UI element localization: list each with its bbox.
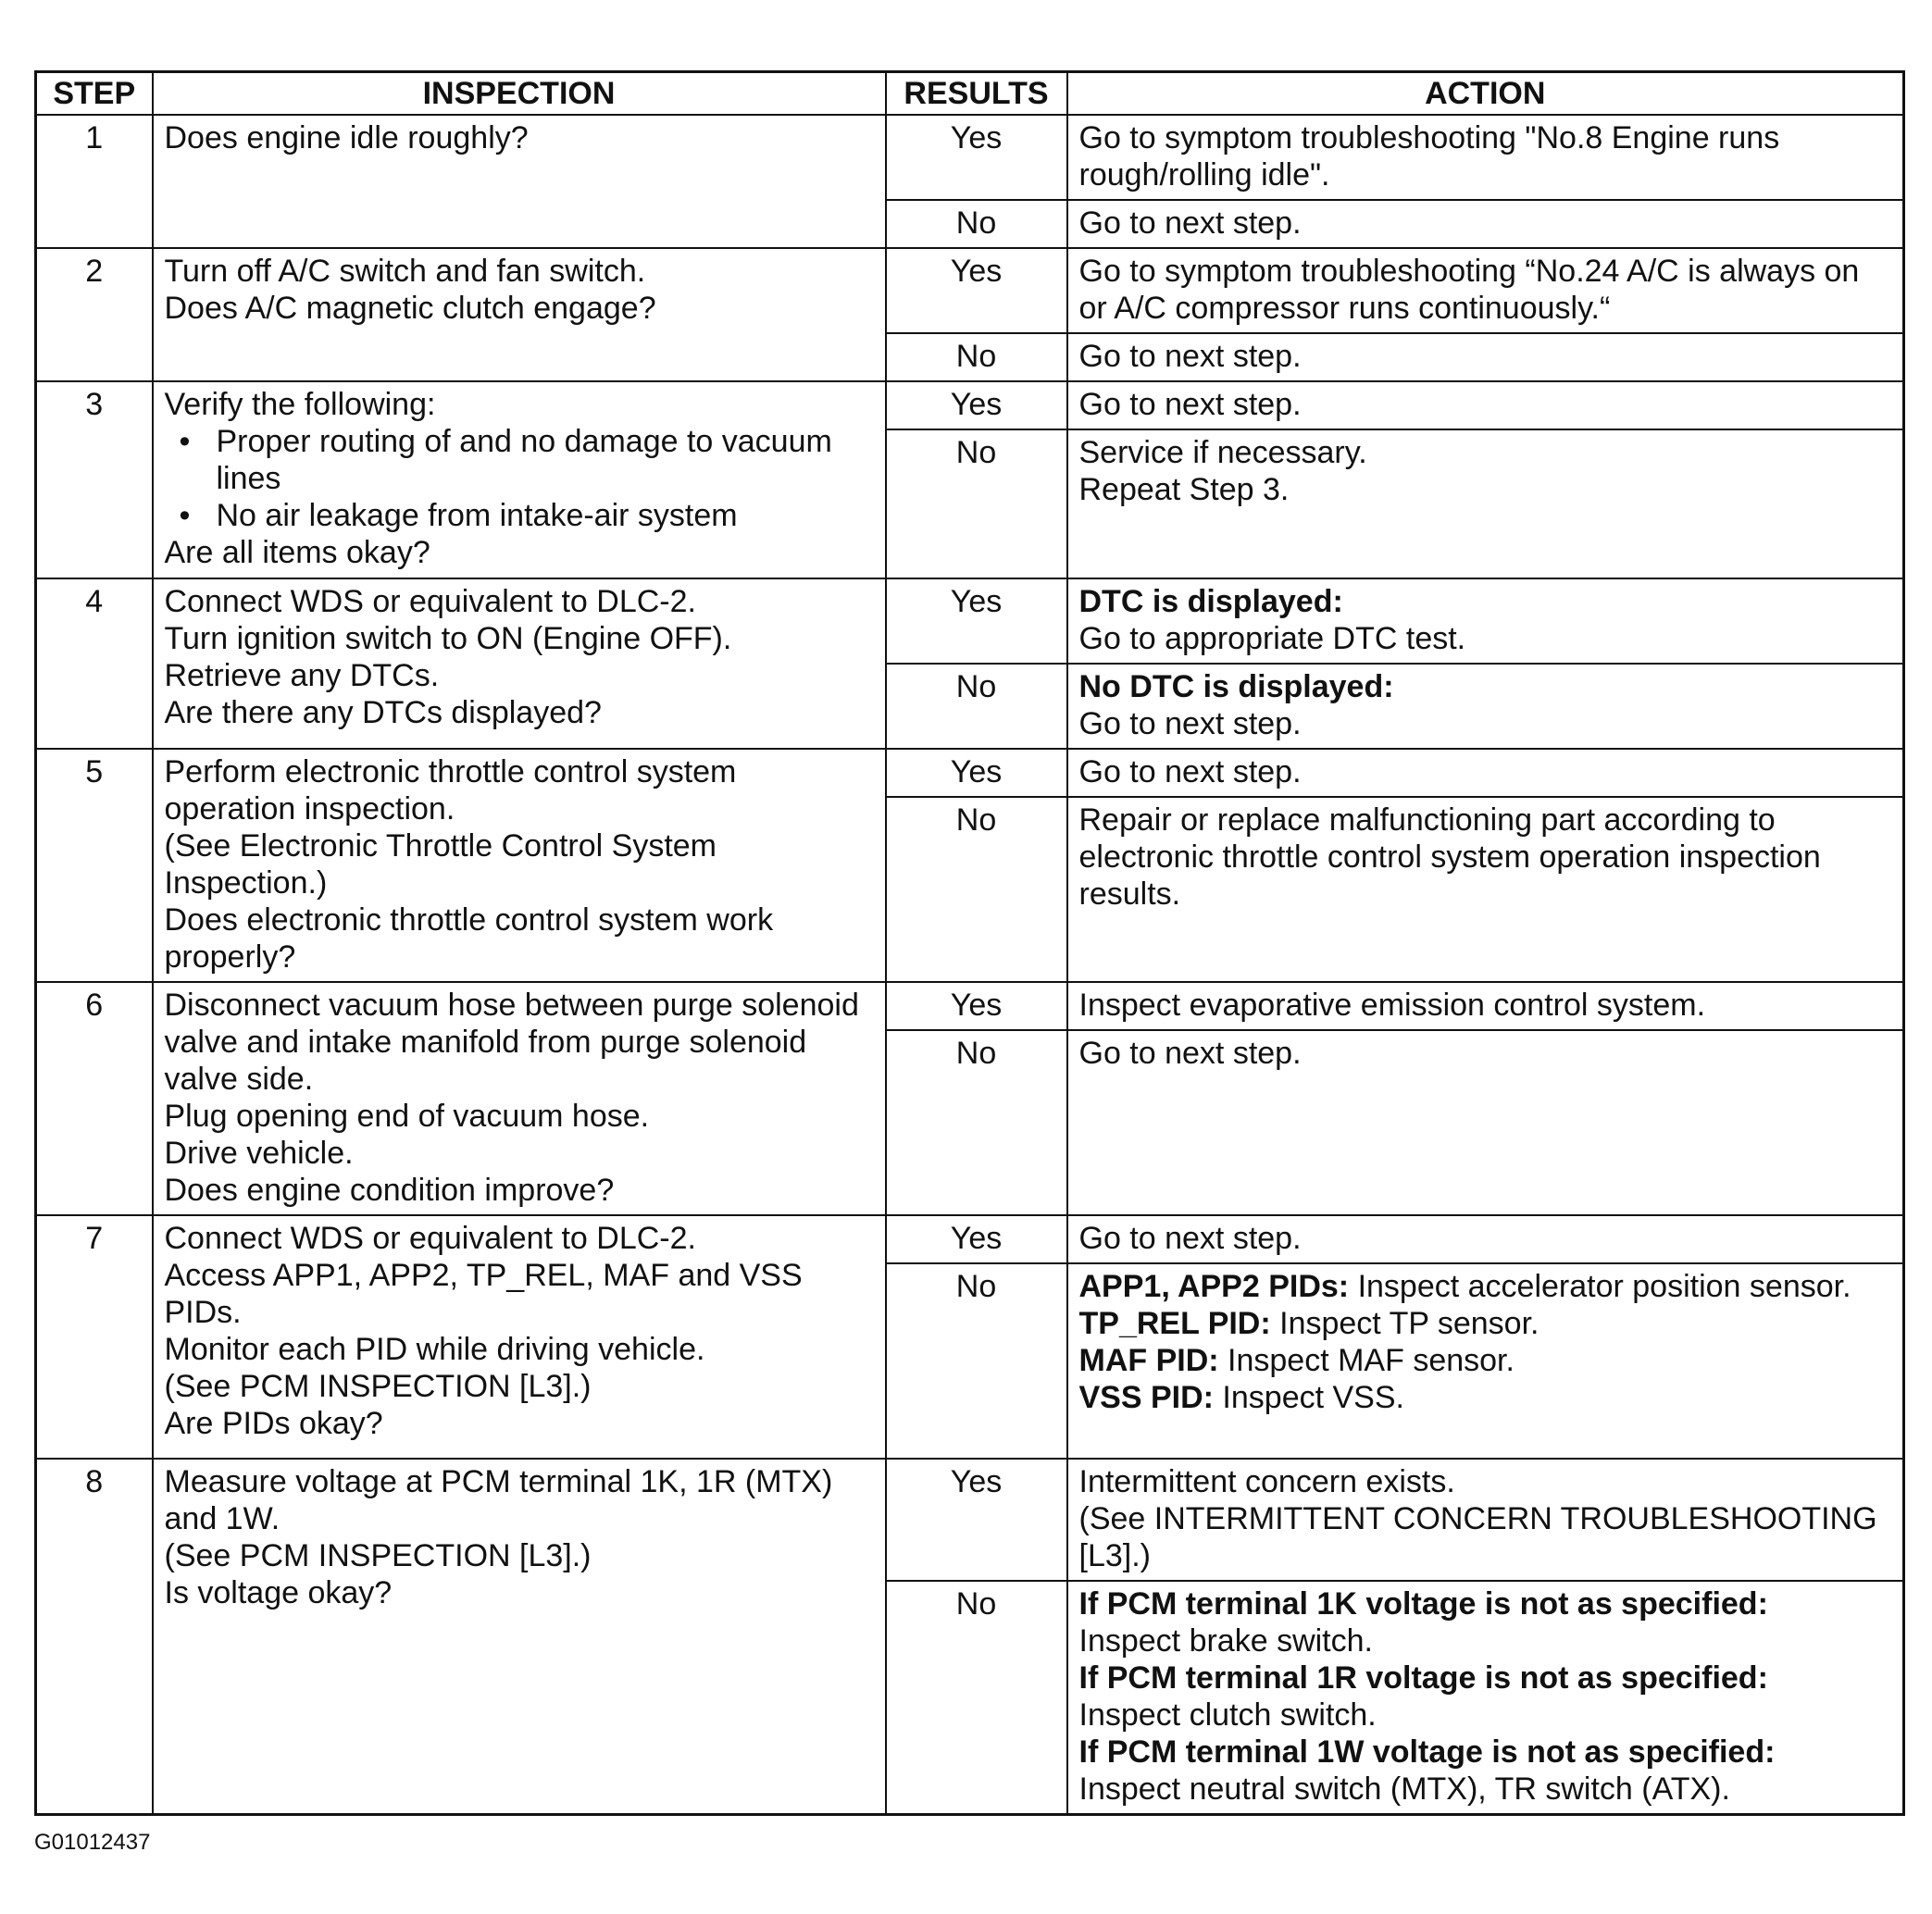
header-step: STEP — [36, 72, 153, 116]
pid-text: Inspect TP sensor. — [1270, 1306, 1539, 1341]
step-number: 5 — [36, 749, 153, 982]
action-cell — [1067, 429, 1904, 578]
result-no: No — [886, 333, 1067, 381]
step-number: 4 — [36, 578, 153, 749]
table-row — [36, 1215, 1904, 1263]
table-row — [36, 1459, 1904, 1581]
condition-label: If PCM terminal 1R voltage is not as specified: — [1078, 1660, 1768, 1696]
result-yes: Yes — [886, 749, 1067, 797]
result-no: No — [886, 797, 1067, 982]
result-no: No — [886, 1030, 1067, 1215]
action-cell — [1067, 1459, 1904, 1581]
inspection-line: (See Electronic Throttle Control System Inspection.) — [164, 828, 717, 901]
inspection-cell — [153, 578, 886, 749]
inspection-cell — [153, 982, 886, 1215]
table-row — [36, 381, 1904, 429]
action-cell — [1067, 1263, 1904, 1459]
header-results: RESULTS — [886, 72, 1067, 116]
action-line: (See INTERMITTENT CONCERN TROUBLESHOOTING [L3].) — [1078, 1501, 1877, 1573]
result-no: No — [886, 1581, 1067, 1815]
figure-id: G01012437 — [34, 1830, 151, 1855]
result-yes: Yes — [886, 1459, 1067, 1581]
bullet-item: • Proper routing of and no damage to vacuum lines — [165, 423, 874, 497]
result-no: No — [886, 200, 1067, 248]
result-yes: Yes — [886, 381, 1067, 429]
pid-label: APP1, APP2 PIDs: — [1078, 1269, 1350, 1304]
inspection-line: Does engine condition improve? — [164, 1173, 615, 1208]
inspection-cell — [153, 1459, 886, 1815]
action-line: Go to next step. — [1078, 205, 1302, 241]
action-cell — [1067, 749, 1904, 797]
step-number: 6 — [36, 982, 153, 1215]
action-line: Go to next step. — [1078, 339, 1302, 374]
inspection-line: Access APP1, APP2, TP_REL, MAF and VSS PIDs. — [164, 1258, 803, 1330]
action-line: Go to appropriate DTC test. — [1078, 621, 1466, 656]
table-row — [36, 982, 1904, 1030]
step-number: 2 — [36, 248, 153, 381]
action-line: Go to next step. — [1078, 754, 1302, 789]
action-line: Inspect evaporative emission control system. — [1078, 988, 1706, 1023]
inspection-line: Turn off A/C switch and fan switch. — [164, 254, 646, 289]
pid-text: Inspect MAF sensor. — [1218, 1343, 1514, 1378]
inspection-line: Monitor each PID while driving vehicle. — [164, 1332, 705, 1367]
inspection-line: Is voltage okay? — [164, 1575, 393, 1610]
diagnostic-table — [34, 70, 1905, 1816]
pid-entry — [1079, 1268, 1892, 1305]
inspection-line: Are there any DTCs displayed? — [164, 695, 602, 730]
inspection-line: Retrieve any DTCs. — [164, 658, 440, 693]
table-row — [36, 578, 1904, 664]
action-line: Go to symptom troubleshooting “No.24 A/C is always on or A/C compressor runs continuously.“ — [1078, 254, 1860, 326]
inspection-line: Does A/C magnetic clutch engage? — [164, 291, 656, 326]
pid-text: Inspect VSS. — [1213, 1380, 1404, 1415]
result-no: No — [886, 664, 1067, 749]
action-line: Service if necessary. — [1078, 435, 1367, 470]
inspection-cell — [153, 381, 886, 578]
condition-label: If PCM terminal 1K voltage is not as specified: — [1078, 1586, 1768, 1622]
table-header-row — [36, 72, 1904, 116]
result-yes: Yes — [886, 115, 1067, 200]
inspection-line: Turn ignition switch to ON (Engine OFF). — [164, 621, 732, 656]
action-cell — [1067, 664, 1904, 749]
action-line: Repeat Step 3. — [1078, 472, 1290, 507]
inspection-cell — [153, 1215, 886, 1459]
condition-label: If PCM terminal 1W voltage is not as specified: — [1078, 1734, 1776, 1770]
step-number: 7 — [36, 1215, 153, 1459]
action-cell — [1067, 200, 1904, 248]
action-line: Go to next step. — [1078, 1036, 1302, 1071]
result-yes: Yes — [886, 982, 1067, 1030]
inspection-line: Plug opening end of vacuum hose. — [164, 1099, 650, 1134]
pid-label: VSS PID: — [1078, 1380, 1214, 1415]
inspection-line: Are all items okay? — [164, 535, 430, 570]
inspection-line: (See PCM INSPECTION [L3].) — [164, 1369, 592, 1404]
inspection-line: Connect WDS or equivalent to DLC-2. — [164, 584, 696, 619]
step-number: 8 — [36, 1459, 153, 1815]
result-yes: Yes — [886, 578, 1067, 664]
inspection-line: (See PCM INSPECTION [L3].) — [164, 1538, 592, 1573]
action-line: Go to next step. — [1078, 387, 1302, 422]
inspection-line: Verify the following: — [164, 387, 436, 422]
inspection-line: Does electronic throttle control system work properly? — [164, 902, 774, 975]
action-cell — [1067, 115, 1904, 200]
result-no: No — [886, 429, 1067, 578]
condition-text: Inspect brake switch. — [1078, 1623, 1373, 1659]
condition-text: Inspect neutral switch (MTX), TR switch (ATX). — [1078, 1771, 1730, 1807]
action-line: Go to next step. — [1078, 1221, 1302, 1256]
inspection-cell — [153, 749, 886, 982]
action-cell — [1067, 381, 1904, 429]
action-cell — [1067, 578, 1904, 664]
inspection-line: Disconnect vacuum hose between purge solenoid valve and intake manifold from purge solenoid valve side. — [164, 988, 859, 1097]
table-row — [36, 115, 1904, 200]
action-cell — [1067, 982, 1904, 1030]
action-cell — [1067, 248, 1904, 333]
inspection-cell — [153, 115, 886, 248]
pid-entry — [1079, 1342, 1892, 1379]
inspection-line: Are PIDs okay? — [164, 1406, 383, 1441]
result-yes: Yes — [886, 1215, 1067, 1263]
header-action: ACTION — [1067, 72, 1904, 116]
action-line: Repair or replace malfunctioning part according to electronic throttle control system operation inspection results. — [1078, 802, 1821, 912]
step-number: 3 — [36, 381, 153, 578]
inspection-line: Drive vehicle. — [164, 1136, 354, 1171]
bullet-item: • No air leakage from intake-air system — [165, 497, 874, 534]
action-cell — [1067, 333, 1904, 381]
inspection-line: Perform electronic throttle control system operation inspection. — [164, 754, 737, 826]
table-row — [36, 248, 1904, 333]
action-line: Go to next step. — [1078, 706, 1302, 741]
action-heading: No DTC is displayed: — [1078, 669, 1394, 704]
action-cell — [1067, 1030, 1904, 1215]
action-heading: DTC is displayed: — [1078, 584, 1343, 619]
pid-label: MAF PID: — [1078, 1343, 1219, 1378]
condition-text: Inspect clutch switch. — [1078, 1697, 1377, 1733]
inspection-line: Does engine idle roughly? — [164, 120, 529, 155]
action-cell — [1067, 1581, 1904, 1815]
pid-entry — [1079, 1379, 1892, 1416]
action-line: Go to symptom troubleshooting "No.8 Engine runs rough/rolling idle". — [1078, 120, 1780, 193]
step-number: 1 — [36, 115, 153, 248]
pid-entry — [1079, 1305, 1892, 1342]
table-row — [36, 749, 1904, 797]
action-cell — [1067, 1215, 1904, 1263]
result-yes: Yes — [886, 248, 1067, 333]
inspection-cell — [153, 248, 886, 381]
inspection-line: Connect WDS or equivalent to DLC-2. — [164, 1221, 696, 1256]
action-cell — [1067, 797, 1904, 982]
header-inspection: INSPECTION — [153, 72, 886, 116]
inspection-line: Measure voltage at PCM terminal 1K, 1R (MTX) and 1W. — [164, 1464, 833, 1536]
result-no: No — [886, 1263, 1067, 1459]
action-line: Intermittent concern exists. — [1078, 1464, 1455, 1499]
pid-text: Inspect accelerator position sensor. — [1349, 1269, 1851, 1304]
pid-label: TP_REL PID: — [1078, 1306, 1271, 1341]
